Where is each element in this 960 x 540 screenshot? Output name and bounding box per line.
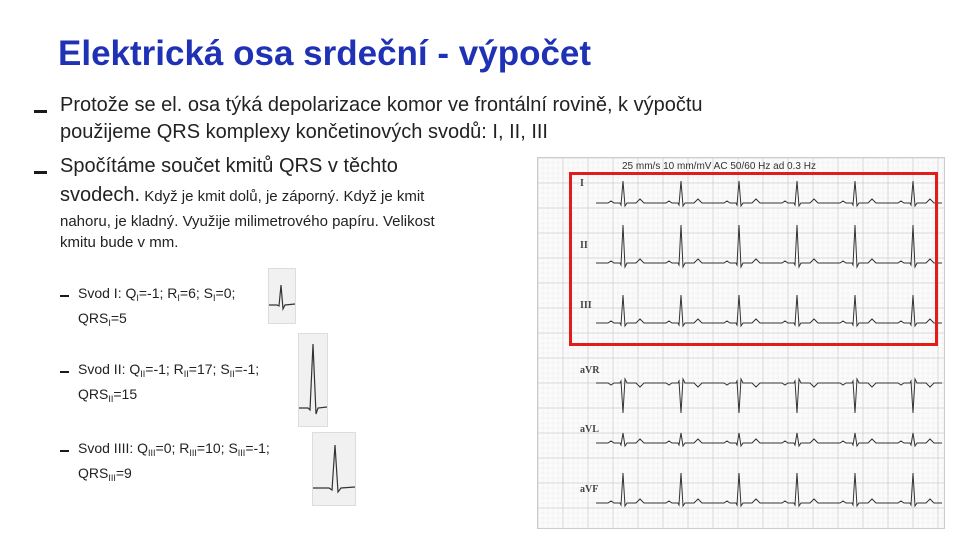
qrs-thumbnail-lead-II xyxy=(298,333,328,427)
bullet2-line2-big: svodech. xyxy=(60,184,141,206)
bullet2-line2-small: Když je kmit dolů, je záporný. Když je kmit xyxy=(140,188,425,205)
highlight-box-limb-leads xyxy=(569,172,938,346)
ecg-lead-label-III: III xyxy=(580,300,592,311)
bullet-marker xyxy=(34,110,47,113)
bullet-marker xyxy=(34,171,47,174)
sub-bullet-marker xyxy=(60,295,69,297)
bullet2-line2 xyxy=(60,182,424,209)
lead-II-calc: Svod II: $Q_{II}=-1$; $R_{II}=17$; $S_{II}=-1$; $QRS_{II}=15$ xyxy=(78,361,260,404)
sub-bullet-marker xyxy=(60,371,69,373)
slide-title: Elektrická osa srdeční - výpočet xyxy=(58,34,592,73)
ecg-lead-label-II: II xyxy=(580,240,588,251)
bullet1-line1: Protože se el. osa týká depolarizace komor ve frontální rovině, k výpočtu xyxy=(60,94,703,116)
ecg-lead-label-aVR: aVR xyxy=(580,365,600,376)
qrs-thumbnail-lead-I xyxy=(268,268,296,324)
lead-III-calc: Svod IIII: $Q_{III}=0$; $R_{III}=10$; $S_{III}=-1$; $QRS_{III}=9$ xyxy=(78,440,270,483)
qrs-thumbnail-lead-III xyxy=(312,432,356,506)
lead-I-calc: Svod I: $Q_I=-1$; $R_I=6$; $S_I=0$; $QRS_I=5$ xyxy=(78,285,236,328)
bullet2-line3: nahoru, je kladný. Využije milimetrového papíru. Velikost xyxy=(60,213,435,230)
bullet2-line1: Spočítáme součet kmitů QRS v těchto xyxy=(60,155,398,177)
bullet1-line2: použijeme QRS komplexy končetinových svodů: I, II, III xyxy=(60,121,548,143)
bullet2-line4: kmitu bude v mm. xyxy=(60,234,179,251)
ecg-lead-label-aVL: aVL xyxy=(580,424,599,435)
ecg-lead-label-I: I xyxy=(580,178,584,189)
ecg-lead-label-aVF: aVF xyxy=(580,484,599,495)
sub-bullet-marker xyxy=(60,450,69,452)
ecg-header: 25 mm/s 10 mm/mV AC 50/60 Hz ad 0.3 Hz xyxy=(622,161,816,172)
